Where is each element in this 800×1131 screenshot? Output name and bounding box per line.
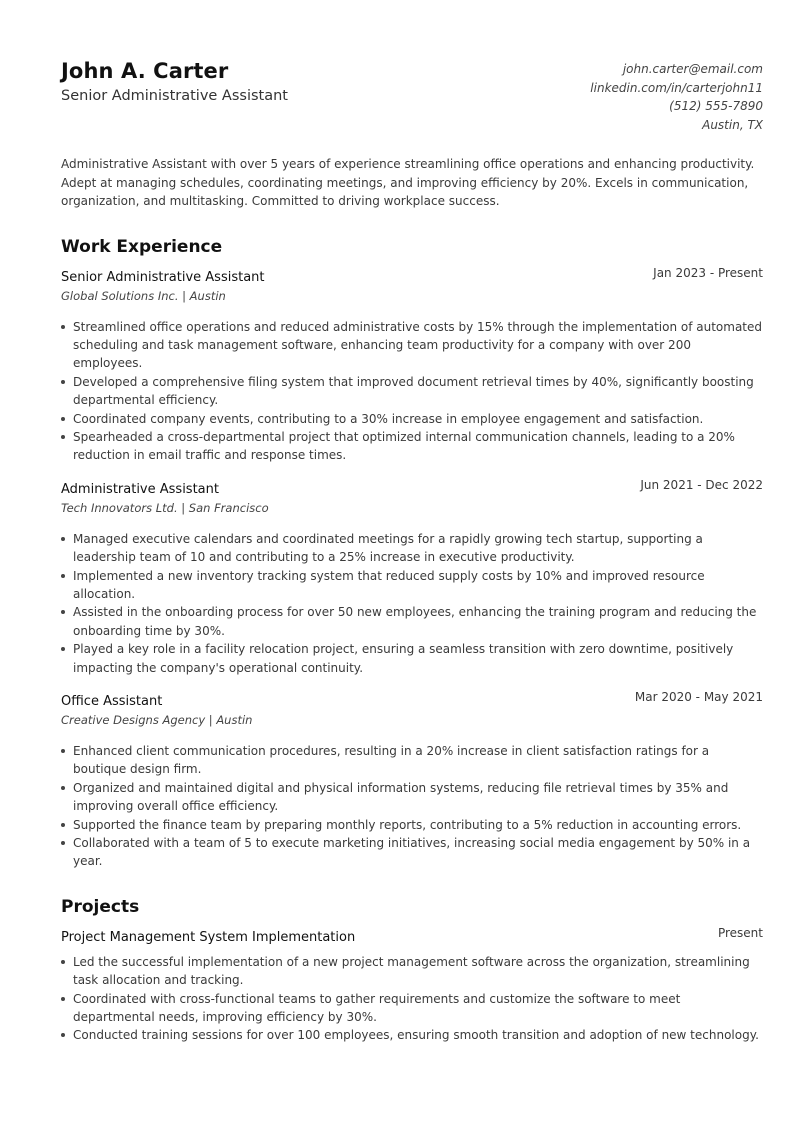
resume-page [61, 58, 763, 1045]
bullet-item: Played a key role in a facility relocation project, ensuring a seamless transition with zero downtime, positively impacting the company's operational continuity. [61, 640, 763, 677]
bullet-item: Collaborated with a team of 5 to execute marketing initiatives, increasing social media engagement by 50% in a year. [61, 834, 763, 871]
job-entry [61, 692, 763, 871]
bullet-item: Spearheaded a cross-departmental project that optimized internal communication channels, leading to a 20% reduction in email traffic and response times. [61, 428, 763, 465]
contact-location: Austin, TX [702, 117, 763, 132]
job-title: Senior Administrative Assistant [61, 269, 265, 285]
bullet-item: Organized and maintained digital and physical information systems, reducing file retrieval times by 35% and improving overall office efficiency. [61, 779, 763, 816]
resume-header [61, 58, 763, 148]
job-company: Global Solutions Inc. | Austin [61, 288, 226, 303]
contact-block [590, 60, 763, 134]
job-title: Office Assistant [61, 694, 163, 709]
job-dates: Jan 2023 - Present [653, 265, 763, 280]
section-heading-work: Work Experience [61, 236, 223, 257]
job-bullets [61, 530, 763, 677]
bullet-item: Coordinated with cross-functional teams to gather requirements and customize the software to meet departmental needs, improving efficiency by 30%. [61, 990, 763, 1027]
bullet-item: Assisted in the onboarding process for over 50 new employees, enhancing the training program and reducing the onboarding time by 30%. [61, 603, 763, 640]
project-dates: Present [717, 925, 763, 940]
job-entry [61, 265, 763, 465]
job-dates: Jun 2021 - Dec 2022 [640, 477, 763, 492]
job-bullets [61, 742, 763, 871]
bullet-item: Supported the finance team by preparing monthly reports, contributing to a 5% reduction in accounting errors. [61, 816, 763, 834]
bullet-item: Implemented a new inventory tracking system that reduced supply costs by 10% and improved resource allocation. [61, 567, 763, 604]
bullet-item: Managed executive calendars and coordinated meetings for a rapidly growing tech startup, supporting a leadership team of 10 and contributing to a 25% increase in executive productivity. [61, 530, 763, 567]
job-entry [61, 477, 763, 677]
job-title: Administrative Assistant [61, 481, 219, 497]
candidate-name: John A. Carter [61, 59, 229, 83]
bullet-item: Developed a comprehensive filing system that improved document retrieval times by 40%, significantly boosting departmental efficiency. [61, 373, 763, 410]
bullet-item: Streamlined office operations and reduced administrative costs by 15% through the implementation of automated scheduling and task management software, enhancing team productivity for a company with over 200 employees. [61, 318, 763, 373]
project-title: Project Management System Implementation [61, 929, 356, 945]
summary-paragraph: Administrative Assistant with over 5 years of experience streamlining office operations and enhancing productivity. Adept at managing schedules, coordinating meetings, and improving efficiency by 20%. Excels in communication, organization, and multitasking. Committed to driving workplace success. [61, 157, 755, 208]
contact-email[interactable]: john.carter@email.com [622, 62, 763, 76]
bullet-item: Enhanced client communication procedures, resulting in a 20% increase in client satisfaction ratings for a boutique design firm. [61, 742, 763, 779]
bullet-item: Conducted training sessions for over 100 employees, ensuring smooth transition and adoption of new technology. [61, 1026, 763, 1044]
project-entry [61, 925, 763, 1045]
contact-linkedin[interactable]: linkedin.com/in/carterjohn11 [590, 80, 763, 95]
bullet-item: Led the successful implementation of a new project management software across the organization, streamlining task allocation and tracking. [61, 953, 763, 990]
project-bullets [61, 953, 763, 1045]
projects-section [61, 895, 763, 1045]
job-company: Creative Designs Agency | Austin [61, 713, 253, 727]
job-company: Tech Innovators Ltd. | San Francisco [61, 500, 269, 515]
job-bullets [61, 318, 763, 465]
job-dates: Mar 2020 - May 2021 [634, 690, 763, 704]
candidate-title: Senior Administrative Assistant [61, 88, 288, 104]
section-heading-projects: Projects [61, 896, 140, 917]
contact-phone: (512) 555-7890 [669, 99, 763, 113]
work-experience-section [61, 235, 763, 871]
bullet-item: Coordinated company events, contributing to a 30% increase in employee engagement and satisfaction. [61, 410, 763, 428]
